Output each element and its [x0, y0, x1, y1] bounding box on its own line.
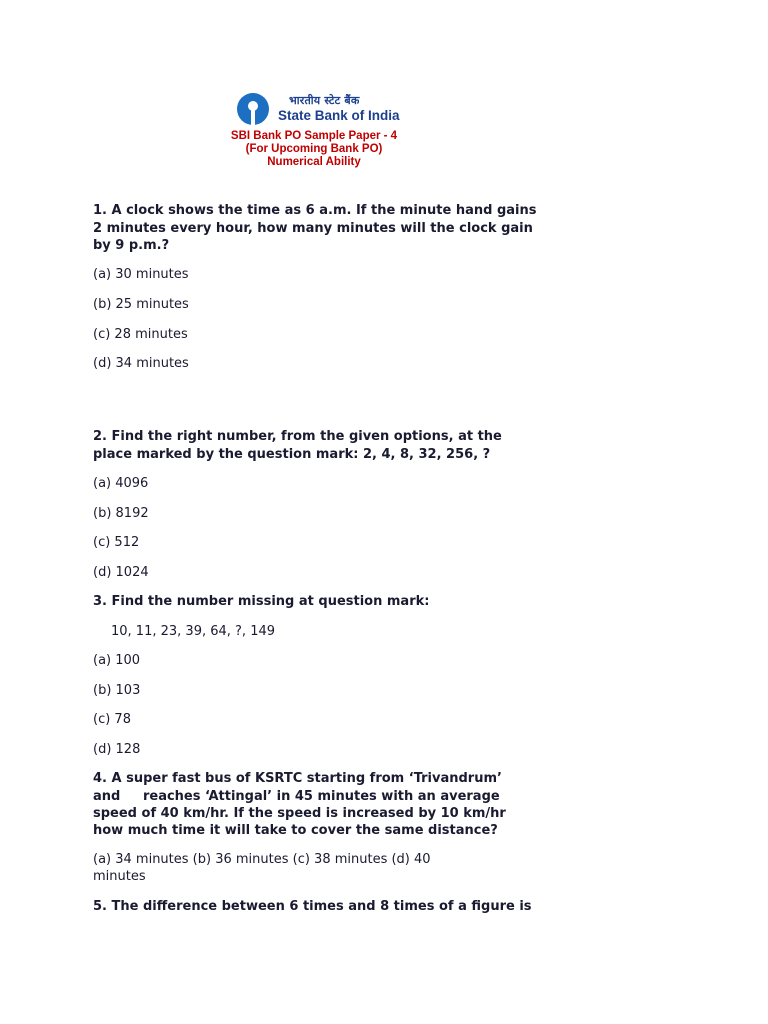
question-2-option-a: (a) 4096 — [93, 476, 149, 491]
question-4-line-4: how much time it will take to cover the same distance? — [93, 823, 498, 838]
logo-hindi-text: भारतीय स्टेट बैंक — [289, 94, 360, 107]
question-4-options-line-1: (a) 34 minutes (b) 36 minutes (c) 38 minutes (d) 40 — [93, 852, 431, 867]
question-1-option-b: (b) 25 minutes — [93, 297, 189, 312]
question-5-line-1: 5. The difference between 6 times and 8 times of a figure is — [93, 899, 532, 914]
question-3-option-d: (d) 128 — [93, 742, 141, 757]
question-1-option-a: (a) 30 minutes — [93, 267, 189, 282]
question-3-option-b: (b) 103 — [93, 683, 141, 698]
question-2-option-c: (c) 512 — [93, 535, 140, 550]
paper-heading — [218, 130, 410, 169]
question-1-option-c: (c) 28 minutes — [93, 327, 188, 342]
question-2-line-1: 2. Find the right number, from the given options, at the — [93, 429, 502, 444]
question-4-line-2: and reaches ‘Attingal’ in 45 minutes with an average — [93, 789, 500, 804]
question-3-option-a: (a) 100 — [93, 653, 141, 668]
sbi-logo-icon — [236, 92, 270, 126]
question-4-line-3: speed of 40 km/hr. If the speed is increased by 10 km/hr — [93, 806, 506, 821]
question-3-line-1: 3. Find the number missing at question mark: — [93, 594, 430, 609]
question-3-option-c: (c) 78 — [93, 712, 131, 727]
question-4-line-1: 4. A super fast bus of KSRTC starting from ‘Trivandrum’ — [93, 771, 502, 786]
question-1-line-3: by 9 p.m.? — [93, 238, 170, 253]
question-1-option-d: (d) 34 minutes — [93, 356, 189, 371]
question-2-line-2: place marked by the question mark: 2, 4, 8, 32, 256, ? — [93, 447, 491, 462]
question-1-line-2: 2 minutes every hour, how many minutes will the clock gain — [93, 221, 533, 236]
question-1-line-1: 1. A clock shows the time as 6 a.m. If the minute hand gains — [93, 203, 537, 218]
question-2-option-b: (b) 8192 — [93, 506, 149, 521]
logo-english-text: State Bank of India — [278, 108, 400, 123]
paper-title: SBI Bank PO Sample Paper - 4 — [230, 130, 398, 142]
question-2-option-d: (d) 1024 — [93, 565, 149, 580]
paper-section: Numerical Ability — [267, 156, 361, 168]
paper-subtitle: (For Upcoming Bank PO) — [245, 143, 383, 155]
sbi-logo — [236, 90, 400, 126]
question-4-options-line-2: minutes — [93, 869, 146, 884]
question-3-sequence: 10, 11, 23, 39, 64, ?, 149 — [111, 624, 276, 639]
